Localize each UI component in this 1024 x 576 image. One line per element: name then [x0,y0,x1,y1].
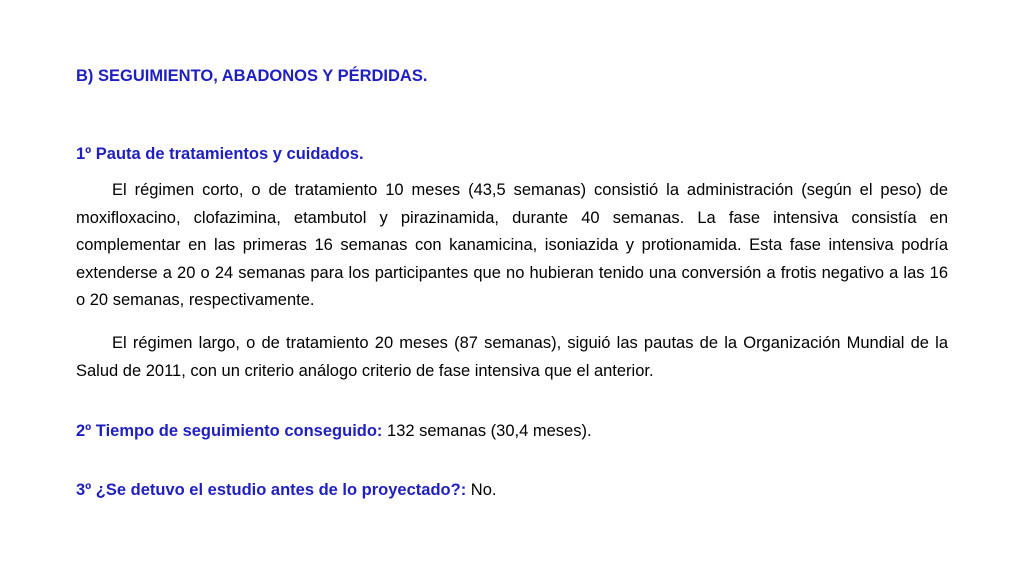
followup-time-label: 2º Tiempo de seguimiento conseguido: [76,422,383,440]
followup-time-line [76,421,592,441]
followup-time-value: 132 semanas (30,4 meses). [382,422,592,440]
long-regimen-paragraph: El régimen largo, o de tratamiento 20 meses (87 semanas), siguió las pautas de la Organización Mundial de la Salud de 2011, con un criterio análogo criterio de fase intensiva que el anterior. [76,334,948,380]
pauta-heading: 1º Pauta de tratamientos y cuidados. [76,145,364,163]
study-stopped-line [76,480,496,500]
study-stopped-label: 3º ¿Se detuvo el estudio antes de lo proyectado?: [76,481,467,499]
study-stopped-value: No. [466,481,497,499]
short-regimen-paragraph: El régimen corto, o de tratamiento 10 meses (43,5 semanas) consistió la administración (según el peso) de moxifloxacino, clofazimina, etambutol y pirazinamida, durante 40 semanas. La fase intensiva consistía en complementar en las primeras 16 semanas con kanamicina, isoniazida y protionamida. Esta fase intensiva podría extenderse a 20 o 24 semanas para los participantes que no hubieran tenido una conversión a frotis negativo a las 16 o 20 semanas, respectivamente. [76,181,948,309]
section-title: B) SEGUIMIENTO, ABADONOS Y PÉRDIDAS. [76,67,428,85]
